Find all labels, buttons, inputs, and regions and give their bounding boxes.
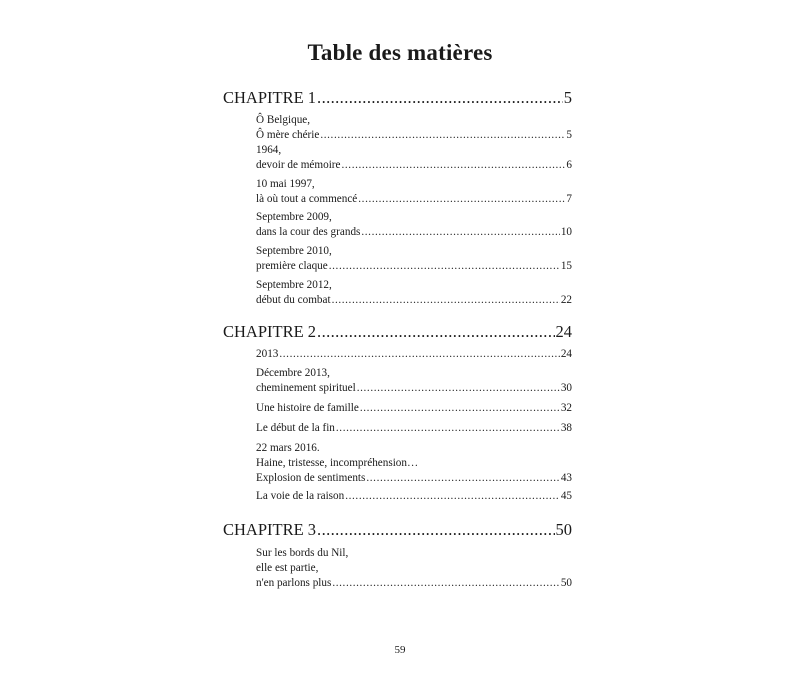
entry-leader-line xyxy=(256,347,572,362)
entry-page-number: 43 xyxy=(560,472,572,484)
entry-line: Septembre 2012, xyxy=(256,279,332,291)
entry-page-number: 24 xyxy=(560,348,572,360)
entry-line: Décembre 2013, xyxy=(256,367,330,379)
entry-leader-line xyxy=(256,225,572,240)
entry-title: n'en parlons plus xyxy=(256,577,332,589)
toc-entry xyxy=(256,441,572,486)
entry-leader-line xyxy=(256,293,572,308)
leader-dots xyxy=(317,88,563,108)
entry-line: Septembre 2010, xyxy=(256,245,332,257)
entry-page-number: 10 xyxy=(560,226,572,238)
entry-title: dans la cour des grands xyxy=(256,226,361,238)
entry-title: La voie de la raison xyxy=(256,490,345,502)
leader-dots xyxy=(317,322,554,342)
entry-leader-line xyxy=(256,576,572,591)
chapter-page-number: 50 xyxy=(555,520,572,539)
leader-dots xyxy=(342,158,566,173)
leader-dots xyxy=(332,576,559,591)
entry-line: 1964, xyxy=(256,144,282,156)
leader-dots xyxy=(361,225,559,240)
entry-leader-line xyxy=(256,192,572,207)
entry-title: première claque xyxy=(256,260,328,272)
entry-title: 2013 xyxy=(256,348,279,360)
page-title: Table des matières xyxy=(307,40,493,65)
toc-entry xyxy=(256,347,572,362)
chapter-label: CHAPITRE 1 xyxy=(223,88,317,107)
entry-line: 10 mai 1997, xyxy=(256,178,315,190)
leader-dots xyxy=(345,489,560,504)
entry-title: Le début de la fin xyxy=(256,422,335,434)
chapter-page-number: 5 xyxy=(563,88,572,107)
entry-line: elle est partie, xyxy=(256,562,319,574)
entry-page-number: 45 xyxy=(560,490,572,502)
leader-dots xyxy=(366,471,559,486)
entry-leader-line xyxy=(256,401,572,416)
entry-page-number: 30 xyxy=(560,382,572,394)
leader-dots xyxy=(357,381,560,396)
chapter-label: CHAPITRE 3 xyxy=(223,520,317,539)
page-number: 59 xyxy=(394,644,406,656)
chapter-heading xyxy=(223,88,572,108)
entry-line: Sur les bords du Nil, xyxy=(256,547,349,559)
entry-title: début du combat xyxy=(256,294,331,306)
entry-leader-line xyxy=(256,381,572,396)
chapter-label: CHAPITRE 2 xyxy=(223,322,317,341)
toc-entry xyxy=(256,113,572,143)
toc-entry xyxy=(256,278,572,308)
toc-entry xyxy=(256,244,572,274)
entry-page-number: 15 xyxy=(560,260,572,272)
entry-title: Explosion de sentiments xyxy=(256,472,366,484)
chapter-page-number: 24 xyxy=(555,322,572,341)
entry-leader-line xyxy=(256,471,572,486)
entry-page-number: 50 xyxy=(560,577,572,589)
toc-entry xyxy=(256,489,572,504)
leader-dots xyxy=(336,421,560,436)
leader-dots xyxy=(279,347,559,362)
entry-leader-line xyxy=(256,128,572,143)
entry-line: Septembre 2009, xyxy=(256,211,332,223)
toc-entry xyxy=(256,177,572,207)
entry-line: Ô Belgique, xyxy=(256,114,311,126)
entry-leader-line xyxy=(256,158,572,173)
entry-page-number: 38 xyxy=(560,422,572,434)
entry-title: là où tout a commencé xyxy=(256,193,358,205)
chapter-heading xyxy=(223,322,572,342)
entry-page-number: 5 xyxy=(566,129,572,141)
entry-title: devoir de mémoire xyxy=(256,159,341,171)
toc-entry xyxy=(256,210,572,240)
toc-entry xyxy=(256,366,572,396)
leader-dots xyxy=(332,293,560,308)
entry-title: Ô mère chérie xyxy=(256,129,320,141)
leader-dots xyxy=(317,520,554,540)
entry-page-number: 22 xyxy=(560,294,572,306)
toc-entry xyxy=(256,546,572,591)
toc-entry xyxy=(256,421,572,436)
entry-page-number: 6 xyxy=(566,159,572,171)
leader-dots xyxy=(329,259,560,274)
entry-line: 22 mars 2016. xyxy=(256,442,320,454)
chapter-heading xyxy=(223,520,572,540)
leader-dots xyxy=(358,192,565,207)
toc-entry xyxy=(256,143,572,173)
entry-page-number: 7 xyxy=(566,193,572,205)
entry-line: Haine, tristesse, incompréhension… xyxy=(256,457,419,469)
entry-title: cheminement spirituel xyxy=(256,382,356,394)
entry-leader-line xyxy=(256,259,572,274)
toc-entry xyxy=(256,401,572,416)
entry-leader-line xyxy=(256,421,572,436)
entry-leader-line xyxy=(256,489,572,504)
leader-dots xyxy=(360,401,560,416)
entry-page-number: 32 xyxy=(560,402,572,414)
leader-dots xyxy=(320,128,565,143)
entry-title: Une histoire de famille xyxy=(256,402,359,414)
